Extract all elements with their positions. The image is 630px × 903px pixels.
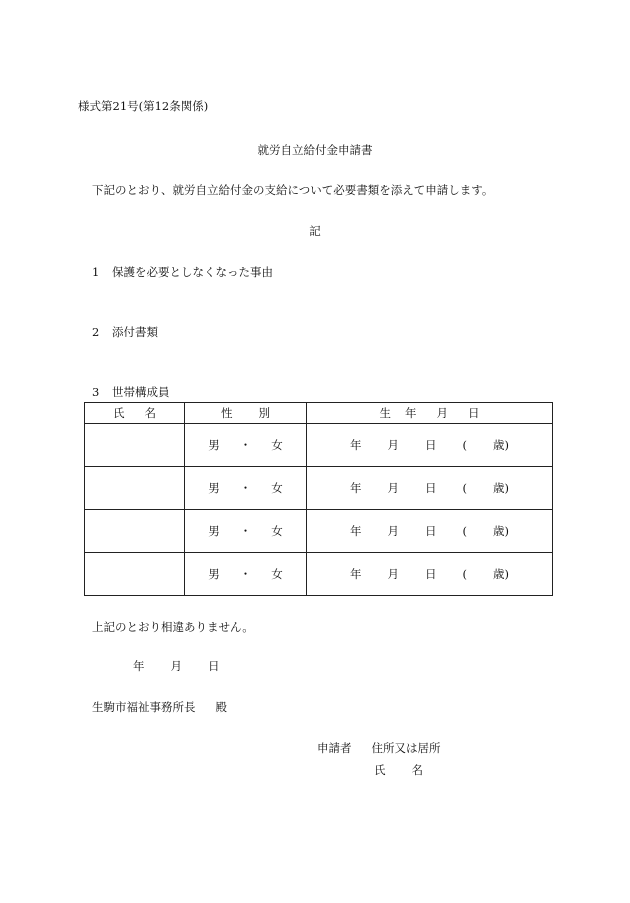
section-attachments [92, 327, 158, 339]
table-row [85, 424, 553, 467]
applicant-label: 申請者 [317, 741, 352, 755]
name-cell[interactable] [85, 424, 185, 467]
table-header-row [85, 403, 553, 424]
birthdate-cell[interactable]: 年 月 日 ( 歳) [307, 510, 553, 553]
table-row [85, 553, 553, 596]
birthdate-cell[interactable]: 年 月 日 ( 歳) [307, 424, 553, 467]
document-title: 就労自立給付金申請書 [257, 143, 373, 157]
section-household [92, 387, 170, 399]
application-date: 年 月 日 [133, 659, 220, 673]
section-number: 3 [92, 385, 100, 399]
intro-text: 下記のとおり、就労自立給付金の支給について必要書類を添えて申請します。 [92, 183, 494, 197]
header-birthdate: 生 年 月 日 [307, 403, 553, 424]
section-label: 世帯構成員 [112, 385, 170, 399]
header-name: 氏 名 [85, 403, 185, 424]
name-cell[interactable] [85, 553, 185, 596]
sex-cell[interactable]: 男 ・ 女 [185, 424, 307, 467]
birthdate-cell[interactable]: 年 月 日 ( 歳) [307, 467, 553, 510]
table-row [85, 467, 553, 510]
name-cell[interactable] [85, 510, 185, 553]
sex-cell[interactable]: 男 ・ 女 [185, 553, 307, 596]
confirmation-text: 上記のとおり相違ありません。 [92, 620, 254, 634]
header-sex: 性 別 [185, 403, 307, 424]
section-label: 添付書類 [112, 325, 158, 339]
sex-cell[interactable]: 男 ・ 女 [185, 510, 307, 553]
section-number: 2 [92, 325, 100, 339]
section-reason [92, 267, 273, 279]
office-name: 生駒市福祉事務所長 [92, 700, 196, 714]
section-label: 保護を必要としなくなった事由 [112, 265, 273, 279]
section-number: 1 [92, 265, 100, 279]
household-members-table [84, 402, 553, 596]
applicant-name: 氏 名 [374, 763, 423, 777]
honorific: 殿 [215, 700, 227, 714]
ki-heading: 記 [309, 224, 321, 238]
birthdate-cell[interactable]: 年 月 日 ( 歳) [307, 553, 553, 596]
address-label: 住所又は居所 [371, 741, 441, 755]
applicant-address [317, 743, 441, 755]
name-cell[interactable] [85, 467, 185, 510]
sex-cell[interactable]: 男 ・ 女 [185, 467, 307, 510]
addressee [92, 702, 227, 714]
form-number: 様式第21号(第12条関係) [78, 99, 209, 113]
table-row [85, 510, 553, 553]
